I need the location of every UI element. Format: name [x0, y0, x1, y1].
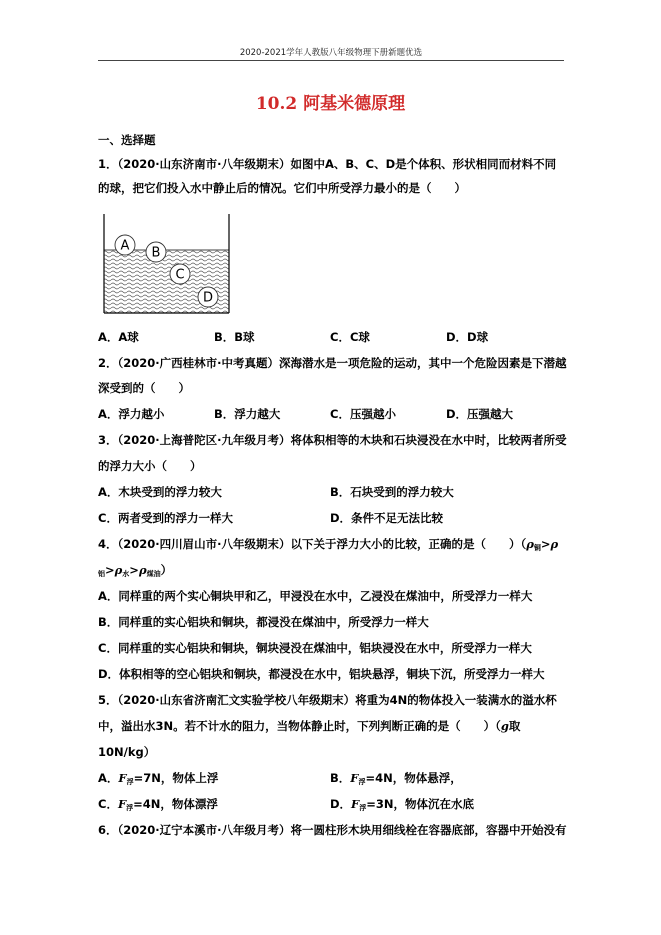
q2-option-c: C．压强越小	[330, 407, 396, 421]
q3-option-b: B．石块受到的浮力较大	[330, 485, 454, 499]
option-text: =7N，物体上浮	[133, 771, 219, 785]
force-symbol: F	[350, 771, 359, 785]
option-text: =4N，物体悬浮，	[365, 771, 462, 785]
q4-text-line2	[98, 563, 172, 581]
gt-symbol: >	[105, 563, 115, 577]
ball-c	[170, 264, 190, 284]
q2-option-d: D．压强越大	[446, 407, 514, 421]
rho-sub-oil: 煤油	[146, 570, 161, 578]
q4-option-a: A．同样重的两个实心铜块甲和乙，甲浸没在水中，乙浸没在煤油中，所受浮力一样大	[98, 589, 533, 603]
container-figure	[103, 214, 231, 314]
rho-symbol: ρ	[526, 537, 534, 551]
q3-option-a: A．木块受到的浮力较大	[98, 485, 222, 499]
q5-option-a	[98, 771, 218, 789]
ball-b	[146, 242, 166, 262]
force-symbol: F	[351, 797, 360, 811]
q4-option-b: B．同样重的实心铝块和铜块，都浸没在煤油中，所受浮力一样大	[98, 615, 429, 629]
header-divider	[98, 60, 564, 61]
option-prefix: A．	[98, 771, 119, 785]
option-text: =3N，物体沉在水底	[366, 797, 474, 811]
q1-option-b: B．B球	[214, 330, 255, 344]
q2-text-line1: 2．（2020·广西桂林市·中考真题）深海潜水是一项危险的运动，其中一个危险因素是下潜越	[98, 356, 567, 370]
rho-symbol: ρ	[550, 537, 559, 551]
q5-text-line2	[98, 719, 520, 733]
force-sub: 浮	[126, 778, 134, 786]
gt-symbol: >	[540, 537, 551, 551]
g-symbol: g	[500, 719, 509, 733]
close-paren: ）	[160, 563, 173, 577]
ball-a	[115, 235, 135, 255]
q1-option-c: C．C球	[330, 330, 370, 344]
q1-text-line2: 的球，把它们投入水中静止后的情况。它们中所受浮力最小的是（ ）	[98, 181, 466, 195]
force-symbol: F	[118, 771, 127, 785]
option-text: =4N，物体漂浮	[133, 797, 218, 811]
force-symbol: F	[117, 797, 127, 811]
q1-option-a: A．A球	[98, 330, 139, 344]
q1-option-d: D．D球	[446, 330, 489, 344]
q5-option-d	[330, 797, 474, 815]
q4-text-line1	[98, 537, 558, 555]
section-heading: 一、选择题	[98, 133, 156, 147]
q4-option-c: C．同样重的实心铝块和铜块，铜块浸没在煤油中，铝块浸没在水中，所受浮力一样大	[98, 641, 532, 655]
page-header: 2020-2021学年人教版八年级物理下册新题优选	[239, 48, 423, 58]
ball-d	[198, 287, 218, 307]
ball-a-label: A	[120, 238, 130, 254]
rho-symbol: ρ	[138, 563, 147, 577]
rho-sub-copper: 铜	[533, 544, 541, 552]
rho-symbol: ρ	[114, 563, 123, 577]
q5-option-b	[330, 771, 462, 789]
force-sub: 浮	[126, 804, 134, 812]
q3-text-line1: 3．（2020·上海普陀区·九年级月考）将体积相等的木块和石块浸没在水中时，比较两者所受	[98, 433, 567, 447]
option-prefix: B．	[330, 771, 351, 785]
q3-option-c: C．两者受到的浮力一样大	[98, 511, 233, 525]
q2-option-a: A．浮力越小	[98, 407, 165, 421]
q5-text-line1: 5．（2020·山东省济南汇文实验学校八年级期末）将重为4N的物体投入一装满水的溢水杯	[98, 693, 557, 707]
rho-sub-aluminum: 铝	[98, 570, 105, 578]
document-title: 10.2 阿基米德原理	[255, 94, 406, 114]
q2-text-line2: 深受到的（ ）	[98, 381, 190, 395]
q6-text-line1: 6．（2020·辽宁本溪市·八年级月考）将一圆柱形木块用细线栓在容器底部，容器中开始没有	[98, 823, 567, 837]
ball-c-label: C	[175, 267, 185, 283]
force-sub: 浮	[359, 804, 367, 812]
q3-option-d: D．条件不足无法比较	[330, 511, 444, 525]
option-prefix: D．	[330, 797, 352, 811]
ball-b-label: B	[151, 245, 161, 261]
ball-d-label: D	[202, 290, 214, 306]
q1-text-line1: 1．（2020·山东济南市·八年级期末）如图中A、B、C、D是个体积、形状相同而材料不同	[98, 157, 557, 171]
gt-symbol: >	[129, 563, 139, 577]
q5-stem-line2: 中，溢出水3N。若不计水的阻力，当物体静止时，下列判断正确的是（ ）（	[98, 719, 501, 733]
q3-text-line2: 的浮力大小（ ）	[98, 459, 202, 473]
option-prefix: C．	[98, 797, 118, 811]
q4-stem: 4．（2020·四川眉山市·八年级期末）以下关于浮力大小的比较，正确的是（ ）（	[98, 537, 527, 551]
q5-option-c	[98, 797, 218, 815]
rho-sub-water: 水	[122, 570, 130, 578]
q4-option-d: D．体积相等的空心铝块和铜块，都浸没在水中，铝块悬浮，铜块下沉，所受浮力一样大	[98, 667, 545, 681]
q2-option-b: B．浮力越大	[214, 407, 281, 421]
q5-text-line3: 10N/kg）	[98, 745, 156, 759]
q5-line2-end: 取	[508, 719, 521, 733]
force-sub: 浮	[358, 778, 366, 786]
